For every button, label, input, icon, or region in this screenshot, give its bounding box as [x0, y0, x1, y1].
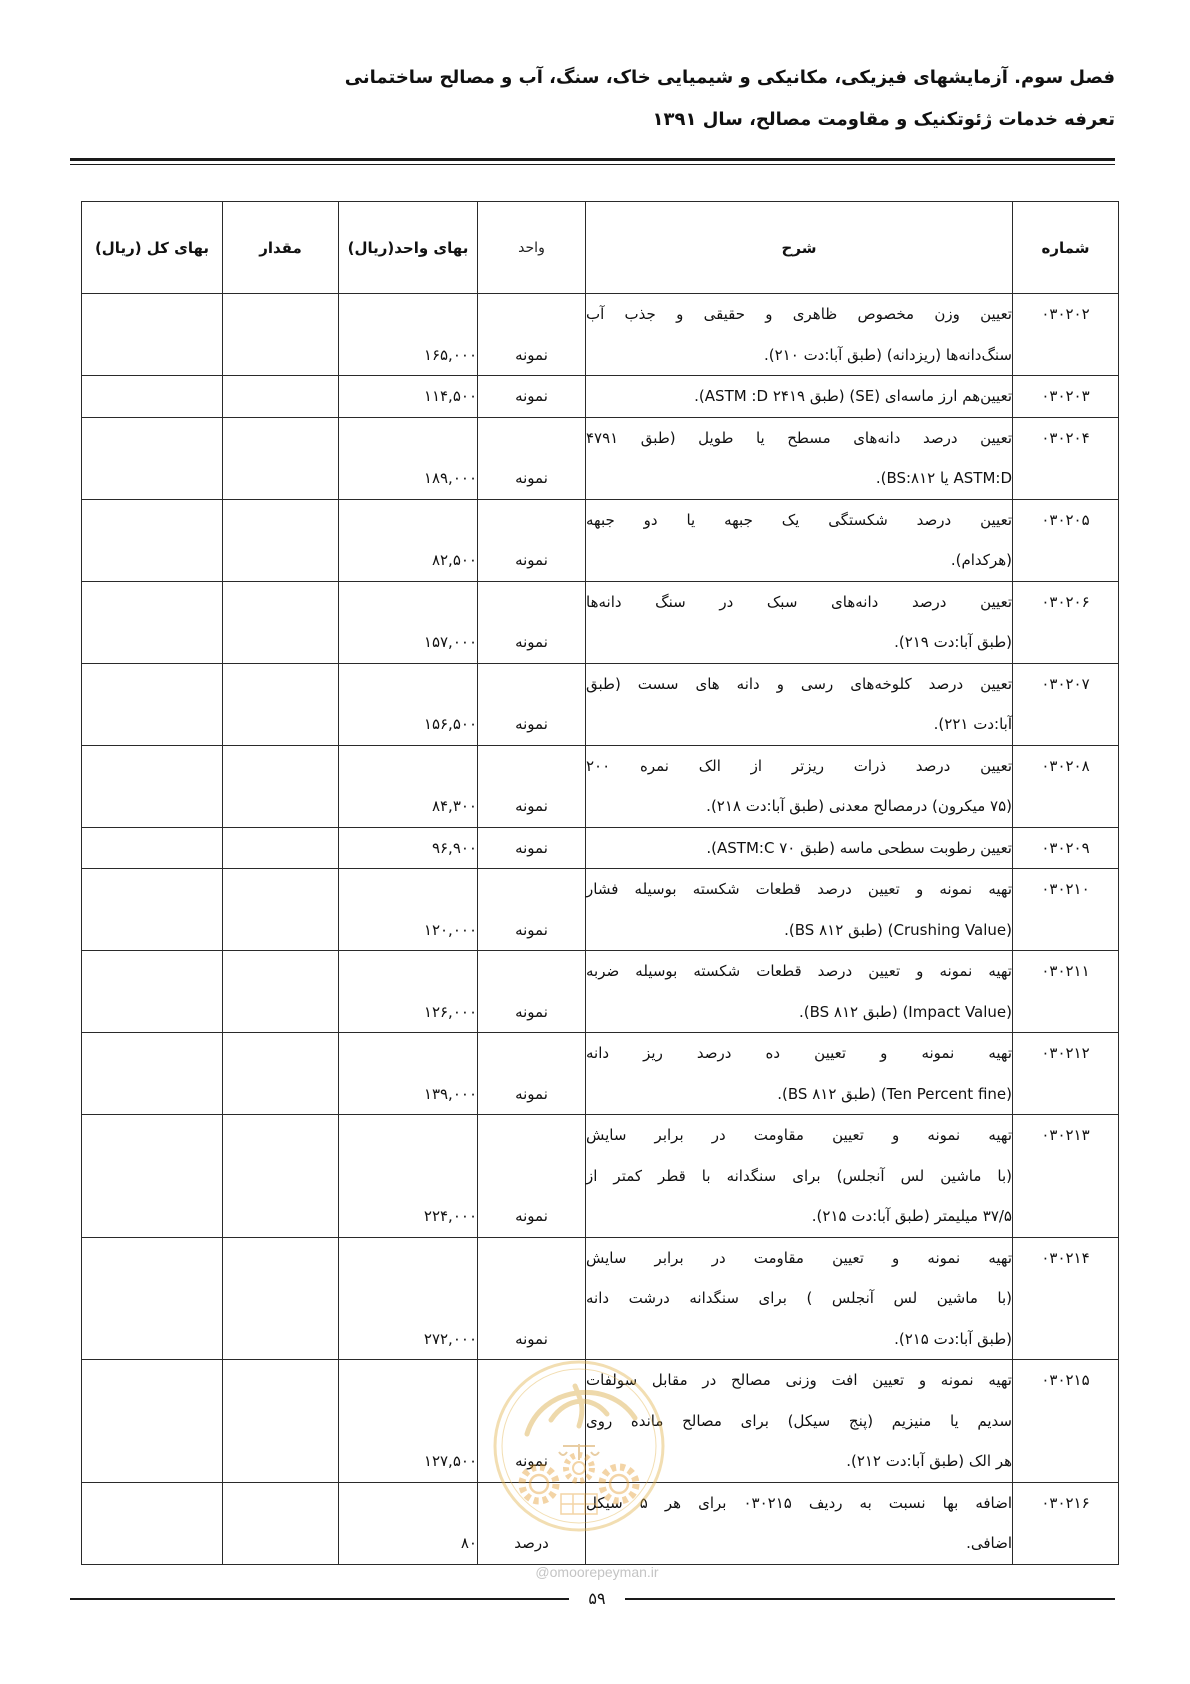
row-description	[586, 499, 1013, 581]
row-unit-price: ۸۴,۳۰۰	[339, 745, 478, 827]
row-quantity	[223, 827, 339, 869]
description-line: (۷۵ میکرون) درمصالح معدنی (طبق آبا:دت ۲۱۸).	[706, 797, 1012, 815]
row-unit: نمونه	[478, 1115, 586, 1238]
table-row	[82, 745, 1119, 827]
row-quantity	[223, 1237, 339, 1360]
row-unit-price: ۸۰	[339, 1482, 478, 1564]
row-unit-price: ۱۲۷,۵۰۰	[339, 1360, 478, 1483]
row-description	[586, 663, 1013, 745]
row-quantity	[223, 951, 339, 1033]
description-line: تهیه نمونه و تعیین افت وزنی مصالح در مقابل سولفات	[586, 1371, 1012, 1389]
table-row	[82, 869, 1119, 951]
row-number: ۰۳۰۲۰۷	[1013, 663, 1119, 745]
row-description	[586, 376, 1013, 418]
description-line: تعیین درصد ذرات ریزتر از الک نمره ۲۰۰	[586, 756, 1012, 775]
row-total-price	[82, 1360, 223, 1483]
row-unit: نمونه	[478, 376, 586, 418]
row-total-price	[82, 417, 223, 499]
description-line: (طبق آبا:دت ۲۱۹).	[894, 633, 1012, 651]
row-unit-price: ۱۳۹,۰۰۰	[339, 1033, 478, 1115]
description-line: تهیه نمونه و تعیین مقاومت در برابر سایش	[586, 1248, 1012, 1267]
table-row	[82, 663, 1119, 745]
description-line: تعیین درصد دانه‌های سبک در سنگ دانه‌ها	[586, 592, 1012, 611]
row-total-price	[82, 827, 223, 869]
description-line: (با ماشین لس آنجلس ) برای سنگدانه درشت دانه	[586, 1289, 1012, 1307]
column-header-description: شرح	[586, 202, 1013, 294]
column-header-unit: واحد	[478, 202, 586, 294]
description-line: (با ماشین لس آنجلس) برای سنگدانه با قطر کمتر از	[586, 1166, 1012, 1185]
row-description	[586, 1360, 1013, 1483]
row-total-price	[82, 1482, 223, 1564]
row-quantity	[223, 1115, 339, 1238]
row-unit-price: ۱۲۰,۰۰۰	[339, 869, 478, 951]
page-number: ۵۹	[588, 1589, 606, 1608]
description-line: هر الک (طبق آبا:دت ۲۱۲).	[846, 1452, 1012, 1470]
row-quantity	[223, 417, 339, 499]
description-line: سنگ‌دانه‌ها (ریزدانه) (طبق آبا:دت ۲۱۰).	[764, 345, 1012, 364]
row-unit: نمونه	[478, 827, 586, 869]
row-unit-price: ۱۵۶,۵۰۰	[339, 663, 478, 745]
description-line: ۳۷/۵ میلیمتر (طبق آبا:دت ۲۱۵).	[811, 1207, 1012, 1225]
row-description	[586, 1237, 1013, 1360]
row-total-price	[82, 1115, 223, 1238]
row-quantity	[223, 581, 339, 663]
row-number: ۰۳۰۲۱۴	[1013, 1237, 1119, 1360]
row-quantity	[223, 499, 339, 581]
row-number: ۰۳۰۲۱۱	[1013, 951, 1119, 1033]
row-unit-price: ۱۵۷,۰۰۰	[339, 581, 478, 663]
row-unit: نمونه	[478, 1360, 586, 1483]
description-line: تعیین رطوبت سطحی ماسه (طبق ۷۰ ASTM:C).	[706, 838, 1012, 857]
description-line: (Ten Percent fine) (طبق ۸۱۲ BS).	[777, 1084, 1012, 1103]
row-description	[586, 745, 1013, 827]
table-row	[82, 294, 1119, 376]
description-line: سدیم یا منیزیم (پنج سیکل) برای مصالح مانده روی	[586, 1411, 1012, 1430]
row-number: ۰۳۰۲۰۶	[1013, 581, 1119, 663]
row-description	[586, 951, 1013, 1033]
table-row	[82, 1033, 1119, 1115]
row-total-price	[82, 376, 223, 418]
row-unit: نمونه	[478, 294, 586, 376]
description-line: تهیه نمونه و تعیین درصد قطعات شکسته بوسیله ضربه	[586, 962, 1012, 980]
row-number: ۰۳۰۲۰۲	[1013, 294, 1119, 376]
row-unit: نمونه	[478, 951, 586, 1033]
table-row	[82, 499, 1119, 581]
row-quantity	[223, 1482, 339, 1564]
row-description	[586, 417, 1013, 499]
row-unit: درصد	[478, 1482, 586, 1564]
row-unit: نمونه	[478, 1033, 586, 1115]
row-number: ۰۳۰۲۰۹	[1013, 827, 1119, 869]
row-total-price	[82, 951, 223, 1033]
footer-rule-right	[625, 1598, 1115, 1600]
header-double-rule	[70, 158, 1115, 165]
row-quantity	[223, 1360, 339, 1483]
description-line: تعیین درصد شکستگی یک جبهه یا دو جبهه	[586, 510, 1012, 529]
row-quantity	[223, 294, 339, 376]
row-description	[586, 1033, 1013, 1115]
watermark-site: @omoorepeyman.ir	[535, 1564, 659, 1580]
row-number: ۰۳۰۲۰۵	[1013, 499, 1119, 581]
row-description	[586, 1115, 1013, 1238]
row-unit-price: ۱۲۶,۰۰۰	[339, 951, 478, 1033]
description-line: (هرکدام).	[950, 551, 1012, 569]
row-description	[586, 581, 1013, 663]
row-number: ۰۳۰۲۱۶	[1013, 1482, 1119, 1564]
column-header-quantity: مقدار	[223, 202, 339, 294]
description-line: (طبق آبا:دت ۲۱۵).	[894, 1329, 1012, 1348]
chapter-title: فصل سوم. آزمایشهای فیزیکی، مکانیکی و شیمیایی خاک، سنگ، آب و مصالح ساختمانی	[344, 67, 1115, 88]
row-unit: نمونه	[478, 869, 586, 951]
row-number: ۰۳۰۲۱۲	[1013, 1033, 1119, 1115]
row-unit-price: ۸۲,۵۰۰	[339, 499, 478, 581]
row-unit-price: ۲۲۴,۰۰۰	[339, 1115, 478, 1238]
footer-rule-left	[70, 1598, 569, 1600]
table-header-row	[82, 202, 1119, 294]
row-total-price	[82, 663, 223, 745]
description-line: تعیین وزن مخصوص ظاهری و حقیقی و جذب آب	[586, 305, 1012, 323]
table-row	[82, 1482, 1119, 1564]
row-number: ۰۳۰۲۰۴	[1013, 417, 1119, 499]
row-description	[586, 294, 1013, 376]
row-unit-price: ۱۸۹,۰۰۰	[339, 417, 478, 499]
description-line: تهیه نمونه و تعیین مقاومت در برابر سایش	[586, 1126, 1012, 1144]
description-line: اضافی.	[966, 1534, 1012, 1552]
column-header-total-price: بهای کل (ریال)	[82, 202, 223, 294]
column-header-unit-price: بهای واحد(ریال)	[339, 202, 478, 294]
row-total-price	[82, 869, 223, 951]
row-number: ۰۳۰۲۱۳	[1013, 1115, 1119, 1238]
description-line: آبا:دت ۲۲۱).	[933, 715, 1012, 733]
row-unit-price: ۱۶۵,۰۰۰	[339, 294, 478, 376]
tariff-title: تعرفه خدمات ژئوتکنیک و مقاومت مصالح، سال ۱۳۹۱	[652, 109, 1115, 130]
row-total-price	[82, 1033, 223, 1115]
row-unit-price: ۲۷۲,۰۰۰	[339, 1237, 478, 1360]
row-unit: نمونه	[478, 663, 586, 745]
description-line: تعیین درصد کلوخه‌های رسی و دانه های سست (طبق	[586, 674, 1012, 693]
row-description	[586, 1482, 1013, 1564]
row-total-price	[82, 1237, 223, 1360]
table-row	[82, 1360, 1119, 1483]
row-total-price	[82, 745, 223, 827]
row-total-price	[82, 581, 223, 663]
table-row	[82, 1237, 1119, 1360]
table-row	[82, 827, 1119, 869]
row-number: ۰۳۰۲۰۳	[1013, 376, 1119, 418]
row-quantity	[223, 1033, 339, 1115]
description-line: تهیه نمونه و تعیین درصد قطعات شکسته بوسیله فشار	[586, 880, 1012, 898]
row-total-price	[82, 294, 223, 376]
row-unit: نمونه	[478, 581, 586, 663]
row-number: ۰۳۰۲۱۰	[1013, 869, 1119, 951]
row-quantity	[223, 376, 339, 418]
row-unit: نمونه	[478, 745, 586, 827]
row-unit-price: ۹۶,۹۰۰	[339, 827, 478, 869]
row-unit: نمونه	[478, 417, 586, 499]
row-quantity	[223, 745, 339, 827]
table-row	[82, 376, 1119, 418]
row-number: ۰۳۰۲۱۵	[1013, 1360, 1119, 1483]
description-line: (Impact Value) (طبق ۸۱۲ BS).	[798, 1002, 1012, 1021]
row-description	[586, 827, 1013, 869]
table-row	[82, 951, 1119, 1033]
row-quantity	[223, 663, 339, 745]
description-line: (Crushing Value) (طبق ۸۱۲ BS).	[784, 920, 1012, 939]
row-unit-price: ۱۱۴,۵۰۰	[339, 376, 478, 418]
table-body	[82, 294, 1119, 1565]
row-quantity	[223, 869, 339, 951]
description-line: اضافه بها نسبت به ردیف ۰۳۰۲۱۵ برای هر ۵ سیکل	[586, 1493, 1013, 1512]
description-line: تعیین‌هم ارز ماسه‌ای (SE) (طبق ۲۴۱۹ ASTM :D).	[694, 387, 1012, 405]
description-line: ASTM:D یا BS:۸۱۲).	[875, 469, 1012, 487]
table-row	[82, 1115, 1119, 1238]
row-unit: نمونه	[478, 1237, 586, 1360]
row-number: ۰۳۰۲۰۸	[1013, 745, 1119, 827]
row-total-price	[82, 499, 223, 581]
description-line: تعیین درصد دانه‌های مسطح یا طویل (طبق ۴۷۹۱	[586, 428, 1012, 447]
table-row	[82, 417, 1119, 499]
row-unit: نمونه	[478, 499, 586, 581]
tariff-table	[81, 201, 1119, 1565]
row-description	[586, 869, 1013, 951]
description-line: تهیه نمونه و تعیین ده درصد ریز دانه	[586, 1044, 1012, 1062]
column-header-number: شماره	[1013, 202, 1119, 294]
table-row	[82, 581, 1119, 663]
